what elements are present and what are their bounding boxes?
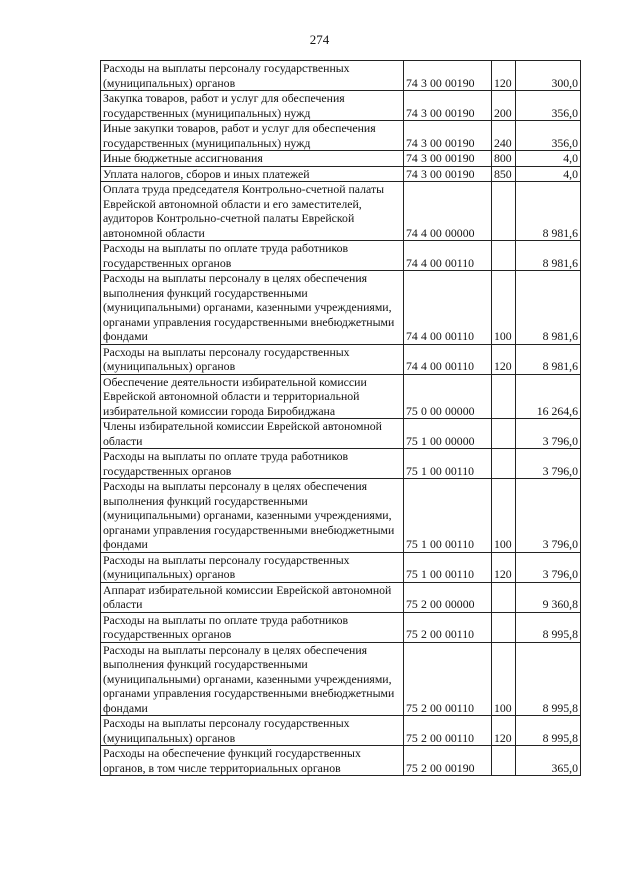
target-article-code-cell (404, 479, 492, 553)
amount-cell: 3 796,0 (516, 552, 581, 582)
table-row (101, 182, 581, 241)
table-row (101, 582, 581, 612)
expense-name-cell: Обеспечение деятельности избирательной комиссии Еврейской автономной области и территориальной избирательной комиссии города Биробиджана (101, 374, 404, 419)
code-part: 00190 (445, 166, 475, 181)
expense-type-cell: 240 (492, 121, 516, 151)
code-part: 74 (406, 105, 418, 120)
code-part: 74 (406, 166, 418, 181)
table-row (101, 61, 581, 91)
code-part: 4 (421, 255, 427, 270)
code-part: 00 (430, 135, 442, 150)
code-part: 00110 (445, 359, 475, 373)
table-row (101, 419, 581, 449)
expense-name-cell: Расходы на обеспечение функций государственных органов, в том числе территориальных органов (101, 746, 404, 776)
table-row (101, 479, 581, 553)
expense-name-cell: Оплата труда председателя Контрольно-счетной палаты Еврейской автономной области и его заместителей, аудиторов Контрольно-счетной палаты Еврейской автономной области (101, 182, 404, 241)
code-part: 75 (406, 433, 418, 448)
expense-type-cell (492, 582, 516, 612)
code-part: 00 (430, 359, 442, 373)
code-part: 74 (406, 255, 418, 270)
expense-name-cell: Уплата налогов, сборов и иных платежей (101, 166, 404, 182)
target-article-code-cell (404, 582, 492, 612)
code-part: 00 (430, 225, 442, 240)
expense-type-cell: 800 (492, 151, 516, 167)
expense-type-cell: 120 (492, 552, 516, 582)
expense-type-cell: 100 (492, 642, 516, 716)
code-part: 00 (430, 433, 442, 448)
code-part: 75 (406, 463, 418, 478)
amount-cell: 3 796,0 (516, 449, 581, 479)
code-part: 75 (406, 760, 418, 775)
code-part: 00000 (445, 433, 475, 448)
target-article-code-cell (404, 166, 492, 182)
budget-table-body (101, 61, 581, 776)
amount-cell: 4,0 (516, 151, 581, 167)
code-part: 1 (421, 463, 427, 478)
code-part: 74 (406, 225, 418, 240)
code-part: 00000 (445, 597, 475, 611)
expense-type-cell: 850 (492, 166, 516, 182)
table-row (101, 241, 581, 271)
expense-type-cell (492, 241, 516, 271)
code-part: 00110 (445, 700, 475, 715)
amount-cell: 356,0 (516, 121, 581, 151)
code-part: 00 (430, 730, 442, 745)
amount-cell: 365,0 (516, 746, 581, 776)
code-part: 2 (421, 597, 427, 611)
code-part: 00110 (445, 567, 475, 581)
table-row (101, 449, 581, 479)
code-part: 74 (406, 135, 418, 150)
table-row (101, 91, 581, 121)
target-article-code-cell (404, 344, 492, 374)
code-part: 0 (421, 403, 427, 418)
code-part: 75 (406, 537, 418, 551)
table-row (101, 746, 581, 776)
code-part: 75 (406, 627, 418, 641)
code-part: 3 (421, 105, 427, 120)
amount-cell: 8 981,6 (516, 182, 581, 241)
target-article-code-cell (404, 746, 492, 776)
code-part: 74 (406, 75, 418, 90)
expense-name-cell: Расходы на выплаты персоналу государственных (муниципальных) органов (101, 552, 404, 582)
code-part: 00110 (445, 537, 475, 551)
target-article-code-cell (404, 612, 492, 642)
code-part: 00 (430, 463, 442, 478)
code-part: 00 (430, 329, 442, 343)
code-part: 75 (406, 597, 418, 611)
code-part: 00110 (445, 730, 475, 745)
code-part: 1 (421, 433, 427, 448)
expense-name-cell: Иные закупки товаров, работ и услуг для обеспечения государственных (муниципальных) нужд (101, 121, 404, 151)
code-part: 75 (406, 730, 418, 745)
code-part: 4 (421, 359, 427, 373)
code-part: 00110 (445, 255, 475, 270)
table-row (101, 612, 581, 642)
code-part: 00 (430, 75, 442, 90)
amount-cell: 3 796,0 (516, 419, 581, 449)
amount-cell: 16 264,6 (516, 374, 581, 419)
target-article-code-cell (404, 241, 492, 271)
expense-type-cell (492, 419, 516, 449)
expense-type-cell: 120 (492, 716, 516, 746)
code-part: 3 (421, 75, 427, 90)
code-part: 1 (421, 567, 427, 581)
expense-type-cell (492, 449, 516, 479)
code-part: 00 (430, 760, 442, 775)
expense-name-cell: Расходы на выплаты персоналу в целях обеспечения выполнения функций государственными (муниципальными) органами, казенными учреждениями, органами управления государственными внебюджетными фондами (101, 642, 404, 716)
code-part: 74 (406, 329, 418, 343)
expense-name-cell: Расходы на выплаты по оплате труда работников государственных органов (101, 449, 404, 479)
code-part: 2 (421, 760, 427, 775)
target-article-code-cell (404, 716, 492, 746)
code-part: 00 (430, 403, 442, 418)
code-part: 2 (421, 730, 427, 745)
code-part: 00190 (445, 75, 475, 90)
expense-type-cell: 120 (492, 344, 516, 374)
target-article-code-cell (404, 121, 492, 151)
expense-name-cell: Иные бюджетные ассигнования (101, 151, 404, 167)
code-part: 00110 (445, 329, 475, 343)
table-row (101, 374, 581, 419)
table-row (101, 166, 581, 182)
expense-type-cell (492, 374, 516, 419)
code-part: 00 (430, 151, 442, 165)
expense-name-cell: Расходы на выплаты персоналу государственных (муниципальных) органов (101, 716, 404, 746)
amount-cell: 8 981,6 (516, 241, 581, 271)
amount-cell: 8 995,8 (516, 642, 581, 716)
amount-cell: 4,0 (516, 166, 581, 182)
amount-cell: 8 981,6 (516, 344, 581, 374)
code-part: 3 (421, 135, 427, 150)
code-part: 00 (430, 537, 442, 551)
page-number: 274 (309, 32, 330, 47)
code-part: 00 (430, 255, 442, 270)
expense-type-cell (492, 612, 516, 642)
table-row (101, 121, 581, 151)
code-part: 75 (406, 700, 418, 715)
code-part: 3 (421, 166, 427, 181)
amount-cell: 8 995,8 (516, 716, 581, 746)
expense-type-cell (492, 746, 516, 776)
amount-cell: 8 995,8 (516, 612, 581, 642)
expense-name-cell: Расходы на выплаты персоналу в целях обеспечения выполнения функций государственными (муниципальными) органами, казенными учреждениями, органами управления государственными внебюджетными фондами (101, 271, 404, 345)
code-part: 00110 (445, 463, 475, 478)
code-part: 1 (421, 537, 427, 551)
expense-name-cell: Расходы на выплаты по оплате труда работников государственных органов (101, 612, 404, 642)
code-part: 00 (430, 700, 442, 715)
code-part: 3 (421, 151, 427, 165)
code-part: 4 (421, 225, 427, 240)
amount-cell: 300,0 (516, 61, 581, 91)
code-part: 74 (406, 359, 418, 373)
code-part: 00190 (445, 151, 475, 165)
code-part: 00190 (445, 135, 475, 150)
expense-type-cell: 100 (492, 271, 516, 345)
code-part: 74 (406, 151, 418, 165)
target-article-code-cell (404, 374, 492, 419)
code-part: 00 (430, 597, 442, 611)
expense-name-cell: Закупка товаров, работ и услуг для обеспечения государственных (муниципальных) нужд (101, 91, 404, 121)
table-row (101, 151, 581, 167)
code-part: 00 (430, 567, 442, 581)
table-row (101, 344, 581, 374)
amount-cell: 3 796,0 (516, 479, 581, 553)
target-article-code-cell (404, 61, 492, 91)
expense-name-cell: Аппарат избирательной комиссии Еврейской автономной области (101, 582, 404, 612)
code-part: 00 (430, 627, 442, 641)
code-part: 00000 (445, 225, 475, 240)
code-part: 75 (406, 403, 418, 418)
table-row (101, 642, 581, 716)
expense-name-cell: Расходы на выплаты по оплате труда работников государственных органов (101, 241, 404, 271)
target-article-code-cell (404, 182, 492, 241)
target-article-code-cell (404, 449, 492, 479)
expense-type-cell: 200 (492, 91, 516, 121)
table-row (101, 271, 581, 345)
expense-name-cell: Члены избирательной комиссии Еврейской автономной области (101, 419, 404, 449)
target-article-code-cell (404, 552, 492, 582)
code-part: 75 (406, 567, 418, 581)
target-article-code-cell (404, 419, 492, 449)
expense-type-cell: 120 (492, 61, 516, 91)
code-part: 00 (430, 105, 442, 120)
code-part: 2 (421, 700, 427, 715)
code-part: 00 (430, 166, 442, 181)
target-article-code-cell (404, 271, 492, 345)
expense-name-cell: Расходы на выплаты персоналу в целях обеспечения выполнения функций государственными (муниципальными) органами, казенными учреждениями, органами управления государственными внебюджетными фондами (101, 479, 404, 553)
amount-cell: 356,0 (516, 91, 581, 121)
expense-name-cell: Расходы на выплаты персоналу государственных (муниципальных) органов (101, 344, 404, 374)
expense-name-cell: Расходы на выплаты персоналу государственных (муниципальных) органов (101, 61, 404, 91)
target-article-code-cell (404, 91, 492, 121)
amount-cell: 8 981,6 (516, 271, 581, 345)
table-row (101, 552, 581, 582)
budget-table (100, 60, 581, 776)
expense-type-cell (492, 182, 516, 241)
table-row (101, 716, 581, 746)
code-part: 00110 (445, 627, 475, 641)
code-part: 00190 (445, 760, 475, 775)
target-article-code-cell (404, 151, 492, 167)
code-part: 2 (421, 627, 427, 641)
expense-type-cell: 100 (492, 479, 516, 553)
code-part: 00190 (445, 105, 475, 120)
code-part: 00000 (445, 403, 475, 418)
target-article-code-cell (404, 642, 492, 716)
amount-cell: 9 360,8 (516, 582, 581, 612)
code-part: 4 (421, 329, 427, 343)
